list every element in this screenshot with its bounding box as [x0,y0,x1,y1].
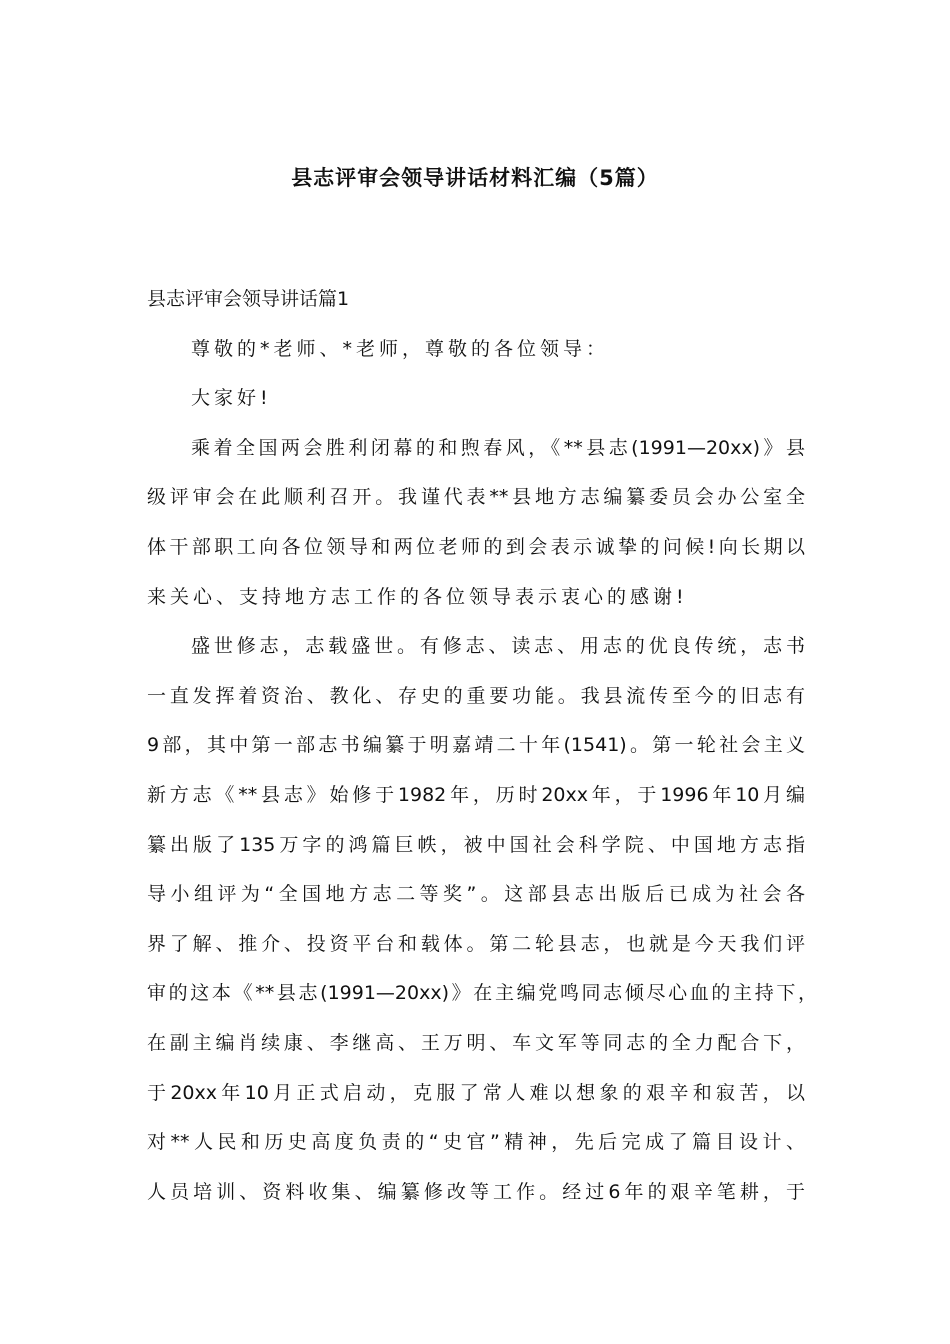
paragraph-2 [147,629,817,1224]
paragraph-line: 纂出版了135万字的鸿篇巨帙，被中国社会科学院、中国地方志指 [147,833,805,856]
paragraph-line: 一直发挥着资治、教化、存史的重要功能。我县流传至今的旧志有 [147,684,805,707]
paragraph-line: 界了解、推介、投资平台和载体。第二轮县志，也就是今天我们评 [147,932,805,955]
paragraph-line: 体干部职工向各位领导和两位老师的到会表示诚挚的问候!向长期以 [147,535,805,558]
paragraph-line: 审的这本《**县志(1991—20xx)》在主编党鸣同志倾尽心血的主持下， [147,982,817,1005]
paragraph-line: 在副主编肖续康、李继高、王万明、车文军等同志的全力配合下， [147,1031,805,1054]
paragraph-line: 新方志《**县志》始修于1982年，历时20xx年，于1996年10月编 [147,783,805,806]
greeting: 大家好! [191,387,272,410]
document-title: 县志评审会领导讲话材料汇编（5篇） [291,166,659,190]
paragraph-line: 乘着全国两会胜利闭幕的和煦春风，《**县志(1991—20xx)》县 [191,436,805,459]
paragraph-line: 人员培训、资料收集、编纂修改等工作。经过6年的艰辛笔耕，于 [147,1180,805,1203]
paragraph-line: 盛世修志，志载盛世。有修志、读志、用志的优良传统，志书 [191,635,805,658]
paragraph-line: 9部，其中第一部志书编纂于明嘉靖二十年(1541)。第一轮社会主义 [147,734,805,757]
salutation: 尊敬的*老师、*老师，尊敬的各位领导： [191,337,610,360]
paragraph-line: 来关心、支持地方志工作的各位领导表示衷心的感谢! [147,585,688,608]
document-body [147,282,817,1224]
paragraph-line: 对**人民和历史高度负责的“史官”精神，先后完成了篇目设计、 [147,1131,805,1154]
section-heading: 县志评审会领导讲话篇1 [147,288,350,310]
paragraph-line: 级评审会在此顺利召开。我谨代表**县地方志编纂委员会办公室全 [147,486,805,509]
paragraph-line: 于20xx年10月正式启动，克服了常人难以想象的艰辛和寂苦，以 [147,1081,805,1104]
paragraph-1 [147,431,805,629]
paragraph-line: 导小组评为“全国地方志二等奖”。这部县志出版后已成为社会各 [147,883,805,906]
